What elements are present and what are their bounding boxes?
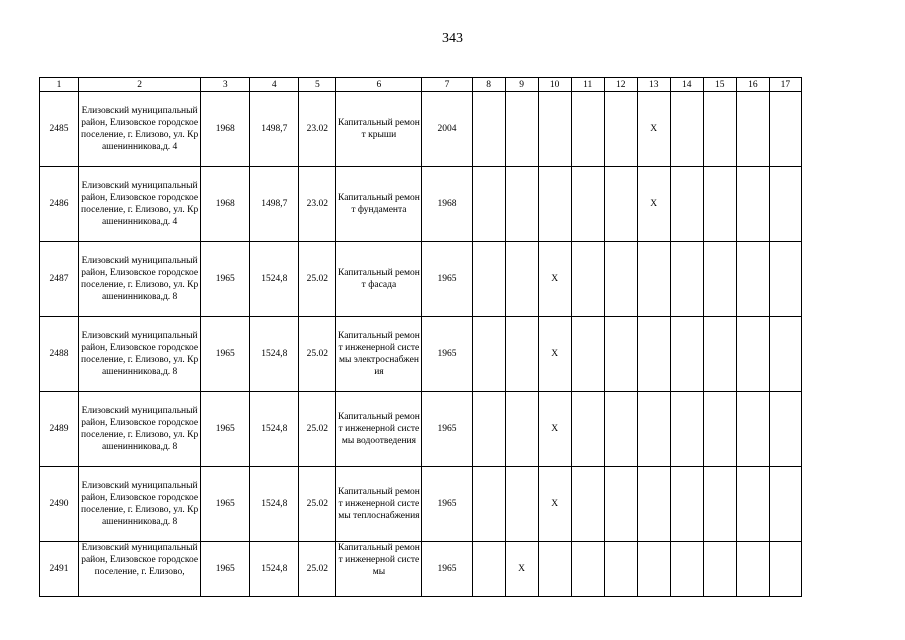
mark-cell <box>571 242 604 317</box>
column-header: 14 <box>670 78 703 92</box>
code-cell: 25.02 <box>299 317 336 392</box>
column-header: 9 <box>505 78 538 92</box>
mark-cell <box>703 317 736 392</box>
mark-cell <box>637 467 670 542</box>
mark-cell <box>571 167 604 242</box>
year-cell: 2004 <box>422 92 472 167</box>
mark-cell <box>472 242 505 317</box>
address-cell: Елизовский муниципальный район, Елизовское городское поселение, г. Елизово, ул. Крашенинникова,д. 8 <box>79 467 201 542</box>
mark-cell <box>472 467 505 542</box>
mark-cell <box>670 467 703 542</box>
column-header: 7 <box>422 78 472 92</box>
table-row <box>40 467 802 542</box>
mark-cell <box>472 317 505 392</box>
code-cell: 25.02 <box>299 542 336 597</box>
area-cell: 1498,7 <box>250 92 299 167</box>
mark-cell <box>538 167 571 242</box>
mark-cell <box>670 242 703 317</box>
code-cell: 23.02 <box>299 92 336 167</box>
mark-cell <box>736 167 769 242</box>
column-header: 10 <box>538 78 571 92</box>
area-cell: 1524,8 <box>250 542 299 597</box>
column-header: 11 <box>571 78 604 92</box>
mark-cell <box>736 242 769 317</box>
table-row <box>40 542 802 597</box>
work-type-cell: Капитальный ремонт фундамента <box>336 167 422 242</box>
row-number: 2487 <box>40 242 79 317</box>
mark-cell <box>670 542 703 597</box>
mark-cell <box>637 317 670 392</box>
column-number-row <box>40 78 802 92</box>
address-cell: Елизовский муниципальный район, Елизовское городское поселение, г. Елизово, ул. Крашенинникова,д. 4 <box>79 92 201 167</box>
mark-cell <box>736 467 769 542</box>
mark-cell <box>670 167 703 242</box>
address-cell: Елизовский муниципальный район, Елизовское городское поселение, г. Елизово, ул. Крашенинникова,д. 8 <box>79 242 201 317</box>
year-built-cell: 1965 <box>201 317 250 392</box>
column-header: 1 <box>40 78 79 92</box>
area-cell: 1524,8 <box>250 242 299 317</box>
repair-schedule-table <box>39 77 802 597</box>
mark-cell <box>703 242 736 317</box>
mark-cell <box>769 317 801 392</box>
year-cell: 1968 <box>422 167 472 242</box>
mark-cell <box>538 542 571 597</box>
mark-cell <box>571 542 604 597</box>
mark-cell <box>472 542 505 597</box>
table-row <box>40 167 802 242</box>
year-built-cell: 1965 <box>201 392 250 467</box>
column-header: 8 <box>472 78 505 92</box>
row-number: 2485 <box>40 92 79 167</box>
column-header: 6 <box>336 78 422 92</box>
mark-cell <box>505 317 538 392</box>
year-built-cell: 1965 <box>201 542 250 597</box>
year-built-cell: 1965 <box>201 467 250 542</box>
mark-cell <box>769 167 801 242</box>
mark-cell <box>505 467 538 542</box>
year-built-cell: 1965 <box>201 242 250 317</box>
mark-cell <box>769 392 801 467</box>
mark-cell <box>604 242 637 317</box>
table-row <box>40 392 802 467</box>
row-number: 2489 <box>40 392 79 467</box>
mark-cell <box>604 317 637 392</box>
address-cell: Елизовский муниципальный район, Елизовское городское поселение, г. Елизово, ул. Крашенинникова,д. 8 <box>79 317 201 392</box>
mark-cell <box>571 392 604 467</box>
mark-cell <box>472 92 505 167</box>
mark-cell <box>505 92 538 167</box>
mark-cell <box>736 542 769 597</box>
mark-cell <box>604 542 637 597</box>
year-cell: 1965 <box>422 542 472 597</box>
work-type-cell: Капитальный ремонт крыши <box>336 92 422 167</box>
mark-cell <box>604 167 637 242</box>
row-number: 2486 <box>40 167 79 242</box>
mark-cell <box>505 167 538 242</box>
mark-cell <box>736 317 769 392</box>
column-header: 3 <box>201 78 250 92</box>
mark-cell <box>769 467 801 542</box>
row-number: 2491 <box>40 542 79 597</box>
mark-cell <box>670 92 703 167</box>
work-type-cell: Капитальный ремонт инженерной системы <box>336 542 422 597</box>
code-cell: 23.02 <box>299 167 336 242</box>
mark-cell <box>604 467 637 542</box>
mark-cell <box>604 392 637 467</box>
code-cell: 25.02 <box>299 392 336 467</box>
code-cell: 25.02 <box>299 242 336 317</box>
year-cell: 1965 <box>422 317 472 392</box>
mark-cell <box>472 167 505 242</box>
mark-cell <box>505 242 538 317</box>
mark-cell <box>703 92 736 167</box>
mark-cell <box>571 317 604 392</box>
mark-cell <box>604 92 637 167</box>
mark-cell <box>703 467 736 542</box>
column-header: 16 <box>736 78 769 92</box>
mark-cell: X <box>538 242 571 317</box>
address-cell: Елизовский муниципальный район, Елизовское городское поселение, г. Елизово, <box>79 542 201 597</box>
mark-cell <box>703 167 736 242</box>
mark-cell <box>703 542 736 597</box>
mark-cell <box>637 242 670 317</box>
mark-cell <box>505 392 538 467</box>
mark-cell <box>571 467 604 542</box>
year-cell: 1965 <box>422 467 472 542</box>
mark-cell <box>703 392 736 467</box>
column-header: 15 <box>703 78 736 92</box>
address-cell: Елизовский муниципальный район, Елизовское городское поселение, г. Елизово, ул. Крашенинникова,д. 8 <box>79 392 201 467</box>
mark-cell <box>538 92 571 167</box>
column-header: 13 <box>637 78 670 92</box>
table-row <box>40 242 802 317</box>
mark-cell: X <box>538 467 571 542</box>
code-cell: 25.02 <box>299 467 336 542</box>
column-header: 2 <box>79 78 201 92</box>
page-number: 343 <box>442 31 463 46</box>
mark-cell <box>472 392 505 467</box>
work-type-cell: Капитальный ремонт фасада <box>336 242 422 317</box>
mark-cell <box>670 392 703 467</box>
mark-cell: X <box>637 167 670 242</box>
row-number: 2488 <box>40 317 79 392</box>
area-cell: 1498,7 <box>250 167 299 242</box>
mark-cell <box>637 392 670 467</box>
area-cell: 1524,8 <box>250 392 299 467</box>
mark-cell <box>769 542 801 597</box>
mark-cell: X <box>637 92 670 167</box>
year-built-cell: 1968 <box>201 167 250 242</box>
year-cell: 1965 <box>422 242 472 317</box>
column-header: 4 <box>250 78 299 92</box>
column-header: 5 <box>299 78 336 92</box>
year-cell: 1965 <box>422 392 472 467</box>
work-type-cell: Капитальный ремонт инженерной системы электроснабжения <box>336 317 422 392</box>
area-cell: 1524,8 <box>250 317 299 392</box>
mark-cell <box>637 542 670 597</box>
column-header: 12 <box>604 78 637 92</box>
mark-cell: X <box>538 317 571 392</box>
mark-cell <box>736 92 769 167</box>
work-type-cell: Капитальный ремонт инженерной системы теплоснабжения <box>336 467 422 542</box>
mark-cell <box>571 92 604 167</box>
area-cell: 1524,8 <box>250 467 299 542</box>
address-cell: Елизовский муниципальный район, Елизовское городское поселение, г. Елизово, ул. Крашенинникова,д. 4 <box>79 167 201 242</box>
mark-cell <box>736 392 769 467</box>
column-header: 17 <box>769 78 801 92</box>
mark-cell <box>670 317 703 392</box>
mark-cell <box>769 242 801 317</box>
work-type-cell: Капитальный ремонт инженерной системы водоотведения <box>336 392 422 467</box>
mark-cell: X <box>538 392 571 467</box>
table-row <box>40 317 802 392</box>
year-built-cell: 1968 <box>201 92 250 167</box>
mark-cell: X <box>505 542 538 597</box>
table-row <box>40 92 802 167</box>
mark-cell <box>769 92 801 167</box>
row-number: 2490 <box>40 467 79 542</box>
